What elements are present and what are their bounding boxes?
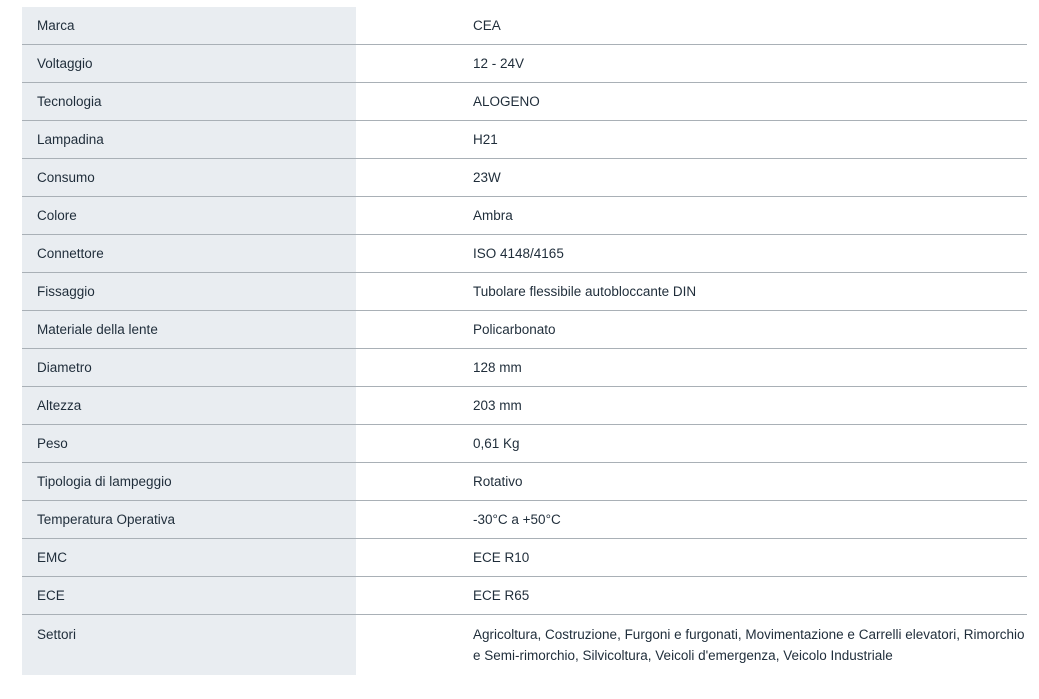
table-row — [22, 463, 1027, 501]
spec-label: EMC — [22, 539, 356, 577]
table-row — [22, 121, 1027, 159]
spec-value: Agricoltura, Costruzione, Furgoni e furgonati, Movimentazione e Carrelli elevatori, Rimorchio e Semi-rimorchio, Silvicoltura, Veicoli d'emergenza, Veicolo Industriale — [473, 627, 1025, 663]
spec-value: 128 mm — [356, 349, 1027, 387]
spec-label: Materiale della lente — [22, 311, 356, 349]
spec-label: Voltaggio — [22, 45, 356, 83]
table-row — [22, 45, 1027, 83]
spec-value: ECE R10 — [356, 539, 1027, 577]
spec-label: ECE — [22, 577, 356, 615]
spec-label: Temperatura Operativa — [22, 501, 356, 539]
product-specs-table — [22, 7, 1027, 675]
product-specs-table-container — [22, 7, 1027, 675]
table-row — [22, 501, 1027, 539]
table-row — [22, 577, 1027, 615]
spec-value: ECE R65 — [356, 577, 1027, 615]
table-row — [22, 349, 1027, 387]
table-row — [22, 387, 1027, 425]
spec-value: Rotativo — [356, 463, 1027, 501]
table-row — [22, 197, 1027, 235]
spec-value: Tubolare flessibile autobloccante DIN — [356, 273, 1027, 311]
spec-value: 23W — [356, 159, 1027, 197]
spec-value: ALOGENO — [356, 83, 1027, 121]
spec-value: -30°C a +50°C — [356, 501, 1027, 539]
table-row — [22, 311, 1027, 349]
spec-label: Tecnologia — [22, 83, 356, 121]
spec-label: Connettore — [22, 235, 356, 273]
spec-label: Lampadina — [22, 121, 356, 159]
spec-label: Tipologia di lampeggio — [22, 463, 356, 501]
spec-value: 12 - 24V — [356, 45, 1027, 83]
spec-value: H21 — [356, 121, 1027, 159]
spec-value: 203 mm — [356, 387, 1027, 425]
table-row — [22, 7, 1027, 45]
spec-label: Fissaggio — [22, 273, 356, 311]
spec-value: CEA — [356, 7, 1027, 45]
spec-value: ISO 4148/4165 — [356, 235, 1027, 273]
table-row — [22, 235, 1027, 273]
spec-label: Peso — [22, 425, 356, 463]
table-row — [22, 83, 1027, 121]
spec-label: Altezza — [22, 387, 356, 425]
table-row — [22, 273, 1027, 311]
spec-label: Marca — [22, 7, 356, 45]
spec-label: Consumo — [22, 159, 356, 197]
table-row — [22, 425, 1027, 463]
table-row — [22, 539, 1027, 577]
spec-label: Settori — [22, 615, 356, 676]
spec-label: Diametro — [22, 349, 356, 387]
spec-label: Colore — [22, 197, 356, 235]
spec-value: 0,61 Kg — [356, 425, 1027, 463]
spec-value: Policarbonato — [356, 311, 1027, 349]
table-row — [22, 615, 1027, 676]
spec-value: Ambra — [356, 197, 1027, 235]
table-row — [22, 159, 1027, 197]
